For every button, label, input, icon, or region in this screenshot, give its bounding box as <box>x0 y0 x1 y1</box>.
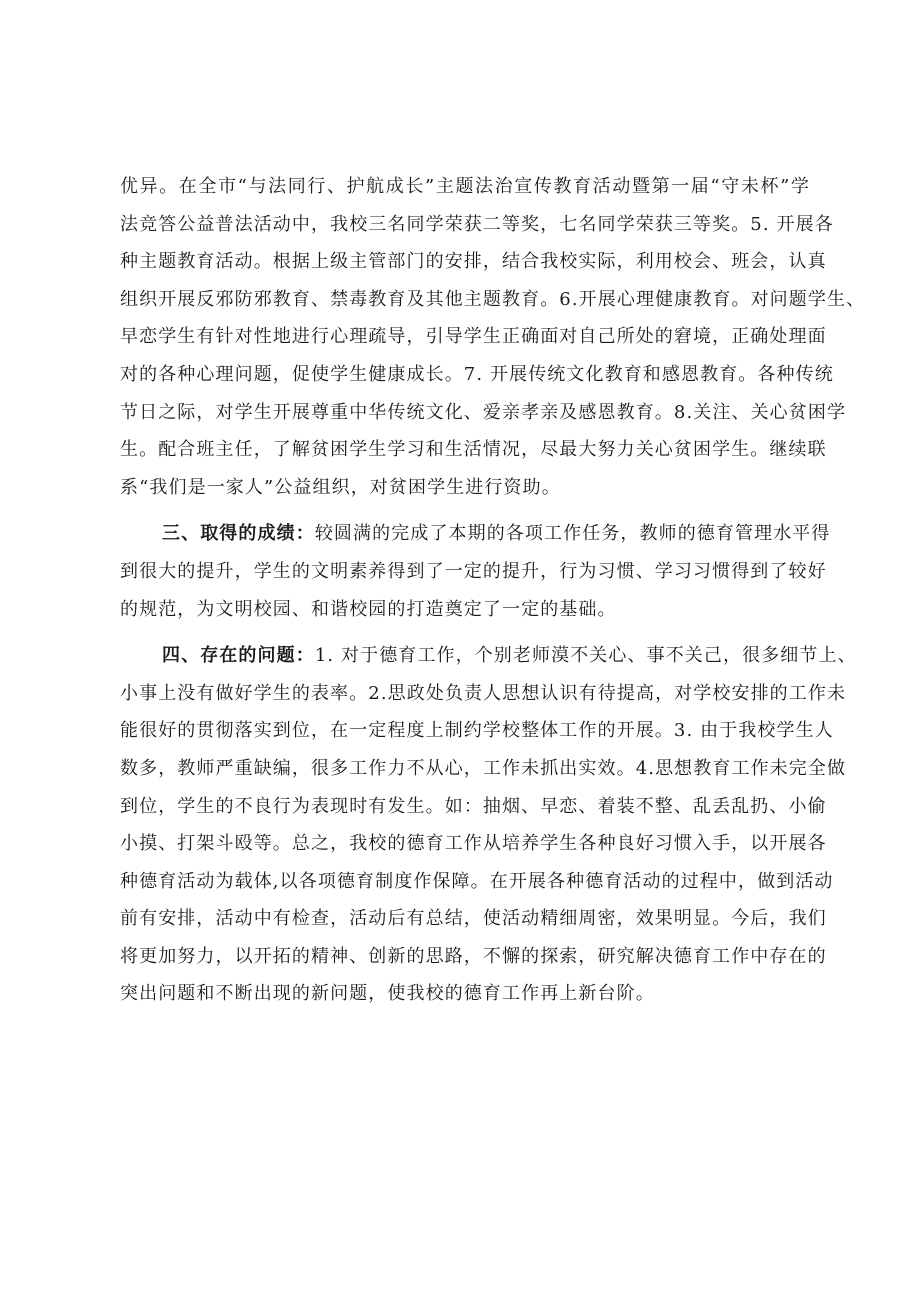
paragraph-spacer <box>120 506 810 515</box>
paragraph-spacer <box>120 628 810 637</box>
section-heading-problems: 四、存在的问题： <box>162 645 315 667</box>
text-line: 系“我们是一家人”公益组织，对贫困学生进行资助。 <box>120 476 561 498</box>
text-line: 生。配合班主任，了解贫困学生学习和生活情况，尽最大努力关心贫困学生。继续联 <box>120 439 827 461</box>
text-line: 对的各种心理问题，促使学生健康成长。7. 开展传统文化教育和感恩教育。各种传统 <box>120 363 834 385</box>
text-line: 到位，学生的不良行为表现时有发生。如：抽烟、早恋、着装不整、乱丢乱扔、小偷 <box>120 795 827 817</box>
text-line: 前有安排，活动中有检查，活动后有总结，使活动精细周密，效果明显。今后，我们 <box>120 908 827 930</box>
section-heading-achievements: 三、取得的成绩： <box>162 523 315 545</box>
text-line: 能很好的贯彻落实到位，在一定程度上制约学校整体工作的开展。3. 由于我校学生人 <box>120 720 834 742</box>
paragraph-achievements <box>120 515 831 628</box>
text-run: 较圆满的完成了本期的各项工作任务，教师的德育管理水平得 <box>314 523 831 545</box>
text-line: 种德育活动为载体,以各项德育制度作保障。在开展各种德育活动的过程中，做到活动 <box>120 870 834 892</box>
text-line: 种主题教育活动。根据上级主管部门的安排，结合我校实际，利用校会、班会，认真 <box>120 251 827 273</box>
text-line: 突出问题和不断出现的新问题，使我校的德育工作再上新台阶。 <box>120 983 655 1005</box>
text-line: 小事上没有做好学生的表率。2.思政处负责人思想认识有待提高，对学校安排的工作未 <box>120 682 847 704</box>
paragraph-continuation <box>120 168 866 506</box>
document-page <box>120 168 866 1013</box>
text-line: 优异。在全市“与法同行、护航成长”主题法治宣传教育活动暨第一届“守未杯”学 <box>120 176 810 197</box>
text-line: 将更加努力，以开拓的精神、创新的思路，不懈的探索，研究解决德育工作中存在的 <box>120 945 827 967</box>
text-line <box>120 515 831 553</box>
text-line: 小摸、打架斗殴等。总之，我校的德育工作从培养学生各种良好习惯入手，以开展各 <box>120 833 827 855</box>
text-line: 的规范，为文明校园、和谐校园的打造奠定了一定的基础。 <box>120 598 617 620</box>
text-line: 组织开展反邪防邪教育、禁毒教育及其他主题教育。6.开展心理健康教育。对问题学生、 <box>120 288 866 310</box>
text-line: 早恋学生有针对性地进行心理疏导，引导学生正确面对自己所处的窘境，正确处理面 <box>120 326 827 348</box>
text-line: 节日之际，对学生开展尊重中华传统文化、爱亲孝亲及感恩教育。8.关注、关心贫困学 <box>120 401 847 423</box>
text-line <box>120 637 857 675</box>
paragraph-problems <box>120 637 857 1013</box>
text-line: 到很大的提升，学生的文明素养得到了一定的提升，行为习惯、学习习惯得到了较好 <box>120 560 827 582</box>
text-line: 数多，教师严重缺编，很多工作力不从心，工作未抓出实效。4.思想教育工作未完全做 <box>120 757 847 779</box>
text-line: 法竞答公益普法活动中，我校三名同学荣获二等奖，七名同学荣获三等奖。5. 开展各 <box>120 213 834 235</box>
text-run: 1. 对于德育工作，个别老师漠不关心、事不关己，很多细节上、 <box>314 645 857 667</box>
